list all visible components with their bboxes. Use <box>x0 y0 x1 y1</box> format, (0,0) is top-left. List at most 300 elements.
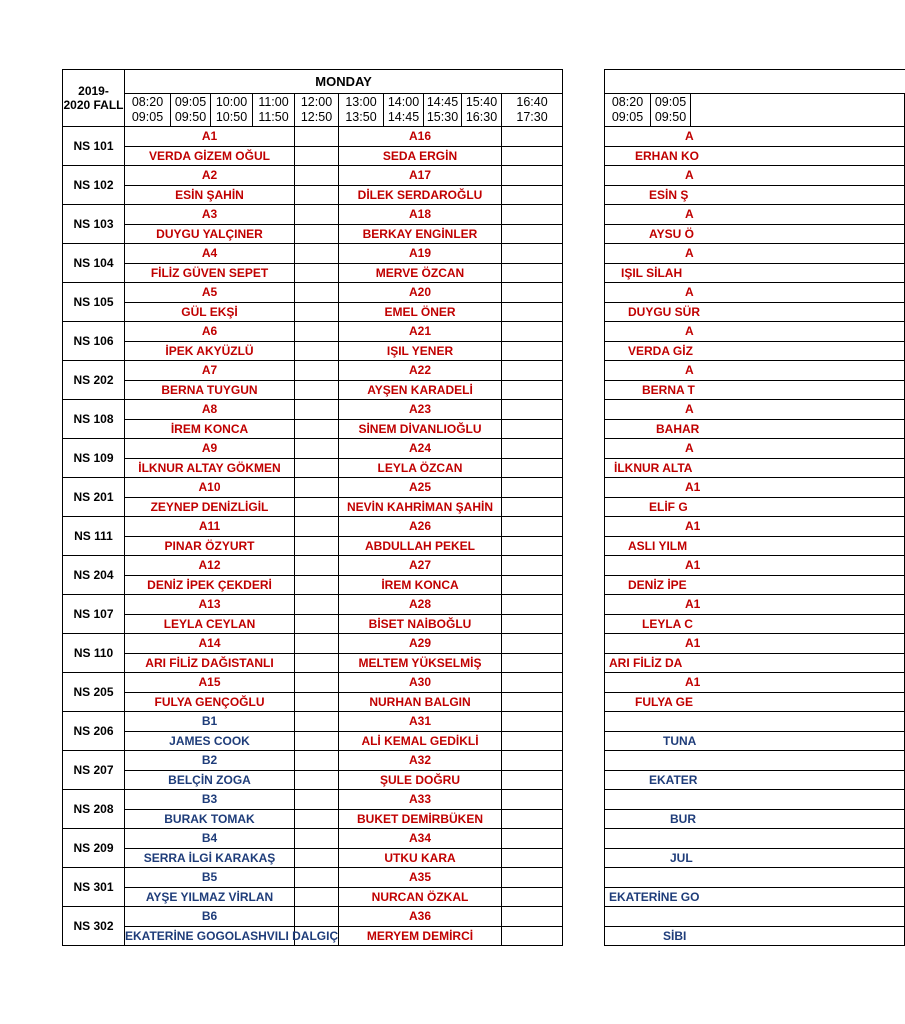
time-slot <box>462 94 502 127</box>
table-row <box>605 790 905 810</box>
empty-cell <box>502 439 563 459</box>
instructor-name: BİSET NAİBOĞLU <box>339 614 502 634</box>
table-row <box>605 341 905 361</box>
empty-cell <box>502 263 563 283</box>
instructor-name: LEYLA C <box>605 614 905 634</box>
table-row <box>63 458 563 478</box>
slot-end: 15:30 <box>426 110 459 124</box>
instructor-name: LEYLA CEYLAN <box>125 614 295 634</box>
table-row <box>63 907 563 927</box>
section-code: A1 <box>125 127 295 147</box>
instructor-name: ŞULE DOĞRU <box>339 770 502 790</box>
section-code: A2 <box>125 166 295 186</box>
table-row <box>605 322 905 342</box>
empty-cell <box>295 887 339 907</box>
empty-cell <box>502 887 563 907</box>
section-code: A6 <box>125 322 295 342</box>
instructor-name: BERKAY ENGİNLER <box>339 224 502 244</box>
empty-cell <box>295 790 339 810</box>
empty-cell <box>502 283 563 303</box>
room-label: NS 102 <box>63 166 125 205</box>
section-code: B5 <box>125 868 295 888</box>
empty-cell <box>502 575 563 595</box>
empty-cell <box>502 146 563 166</box>
day-header: MONDAY <box>125 70 563 94</box>
empty-cell <box>295 712 339 732</box>
instructor-name: GÜL EKŞİ <box>125 302 295 322</box>
table-row <box>63 322 563 342</box>
table-row <box>63 595 563 615</box>
slot-end: 12:50 <box>300 110 333 124</box>
section-code: A <box>605 166 905 186</box>
room-label: NS 111 <box>63 517 125 556</box>
empty-cell <box>502 634 563 654</box>
slot-start: 13:00 <box>345 95 377 109</box>
empty-cell <box>502 166 563 186</box>
empty-cell <box>502 419 563 439</box>
table-row <box>605 907 905 927</box>
empty-cell <box>502 205 563 225</box>
table-row <box>605 634 905 654</box>
room-label: NS 301 <box>63 868 125 907</box>
instructor-name: DUYGU YALÇINER <box>125 224 295 244</box>
slot-start: 14:45 <box>426 95 459 109</box>
section-code: B3 <box>125 790 295 810</box>
table-row <box>605 673 905 693</box>
table-row <box>63 127 563 147</box>
table-row <box>63 283 563 303</box>
empty-cell <box>502 848 563 868</box>
instructor-name: BERNA T <box>605 380 905 400</box>
slot-start: 08:20 <box>131 95 164 109</box>
time-slot <box>211 94 253 127</box>
table-row <box>605 614 905 634</box>
section-code: A <box>605 205 905 225</box>
empty-cell <box>295 536 339 556</box>
empty-cell <box>502 673 563 693</box>
table-row <box>63 770 563 790</box>
table-row <box>605 458 905 478</box>
time-slot <box>424 94 462 127</box>
empty-cell <box>295 848 339 868</box>
empty-cell <box>295 185 339 205</box>
slot-start: 09:05 <box>174 95 207 109</box>
instructor-name: FİLİZ GÜVEN SEPET <box>125 263 295 283</box>
table-row <box>605 809 905 829</box>
section-code: A1 <box>605 634 905 654</box>
time-slot <box>295 94 339 127</box>
empty-cell <box>502 809 563 829</box>
slot-end: 13:50 <box>345 110 377 124</box>
section-code: A <box>605 283 905 303</box>
table-row <box>605 224 905 244</box>
section-code: A20 <box>339 283 502 303</box>
instructor-name: ARI FİLİZ DA <box>605 653 905 673</box>
table-row <box>63 926 563 946</box>
section-code: A22 <box>339 361 502 381</box>
table-row <box>63 244 563 264</box>
instructor-name: NURHAN BALGIN <box>339 692 502 712</box>
schedule-table <box>62 69 563 946</box>
table-row <box>605 517 905 537</box>
empty-cell <box>502 731 563 751</box>
section-code: A14 <box>125 634 295 654</box>
table-row <box>63 536 563 556</box>
section-code: B6 <box>125 907 295 927</box>
table-row <box>63 653 563 673</box>
table-row <box>63 556 563 576</box>
section-code: A31 <box>339 712 502 732</box>
section-code: A17 <box>339 166 502 186</box>
empty-cell <box>502 770 563 790</box>
instructor-name: NURCAN ÖZKAL <box>339 887 502 907</box>
table-row <box>605 829 905 849</box>
slot-start: 14:00 <box>387 95 420 109</box>
room-label: NS 302 <box>63 907 125 946</box>
instructor-name: EMEL ÖNER <box>339 302 502 322</box>
table-row <box>605 692 905 712</box>
room-label: NS 108 <box>63 400 125 439</box>
empty-cell <box>295 127 339 147</box>
instructor-name: BELÇİN ZOGA <box>125 770 295 790</box>
empty-cell <box>502 614 563 634</box>
instructor-name: İREM KONCA <box>125 419 295 439</box>
instructor-name: BERNA TUYGUN <box>125 380 295 400</box>
empty-cell <box>295 146 339 166</box>
instructor-name: İREM KONCA <box>339 575 502 595</box>
empty-cell <box>295 400 339 420</box>
table-row <box>605 575 905 595</box>
section-code: A4 <box>125 244 295 264</box>
instructor-name: FULYA GE <box>605 692 905 712</box>
table-row <box>63 185 563 205</box>
table-row <box>605 556 905 576</box>
section-code <box>605 751 905 771</box>
empty-cell <box>502 790 563 810</box>
slot-start: 16:40 <box>516 95 548 109</box>
slot-start: 15:40 <box>465 95 498 109</box>
section-code: A <box>605 400 905 420</box>
slot-end: 11:50 <box>258 110 289 124</box>
instructor-name: ESİN Ş <box>605 185 905 205</box>
instructor-name: İLKNUR ALTA <box>605 458 905 478</box>
table-row <box>605 712 905 732</box>
empty-cell <box>295 673 339 693</box>
table-row <box>63 497 563 517</box>
instructor-name: JUL <box>605 848 905 868</box>
table-row <box>605 302 905 322</box>
slot-end: 09:50 <box>174 110 207 124</box>
empty-cell <box>502 478 563 498</box>
table-row <box>605 166 905 186</box>
slot-end: 17:30 <box>516 110 548 124</box>
empty-cell <box>295 829 339 849</box>
table-row <box>605 770 905 790</box>
section-code: A21 <box>339 322 502 342</box>
section-code: A8 <box>125 400 295 420</box>
instructor-name: IŞIL SİLAH <box>605 263 905 283</box>
section-code: A32 <box>339 751 502 771</box>
section-code: B4 <box>125 829 295 849</box>
section-code: A27 <box>339 556 502 576</box>
room-label: NS 103 <box>63 205 125 244</box>
room-label: NS 209 <box>63 829 125 868</box>
room-label: NS 104 <box>63 244 125 283</box>
instructor-name: DENİZ İPEK ÇEKDERİ <box>125 575 295 595</box>
instructor-name: DENİZ İPE <box>605 575 905 595</box>
instructor-name: SERRA İLGİ KARAKAŞ <box>125 848 295 868</box>
empty-cell <box>295 166 339 186</box>
time-slot <box>339 94 384 127</box>
empty-cell <box>502 536 563 556</box>
time-slot <box>171 94 211 127</box>
table-row <box>605 595 905 615</box>
instructor-name: SİBI <box>605 926 905 946</box>
table-row <box>605 848 905 868</box>
section-code: B1 <box>125 712 295 732</box>
instructor-name: ALİ KEMAL GEDİKLİ <box>339 731 502 751</box>
empty-cell <box>295 731 339 751</box>
section-code: B2 <box>125 751 295 771</box>
empty-cell <box>295 419 339 439</box>
instructor-name: SEDA ERGİN <box>339 146 502 166</box>
empty-cell <box>295 653 339 673</box>
section-code: A24 <box>339 439 502 459</box>
instructor-name: PINAR ÖZYURT <box>125 536 295 556</box>
section-code: A1 <box>605 556 905 576</box>
section-code: A1 <box>605 517 905 537</box>
section-code: A35 <box>339 868 502 888</box>
table-row <box>605 244 905 264</box>
room-label: NS 202 <box>63 361 125 400</box>
table-row <box>63 419 563 439</box>
table-row <box>63 224 563 244</box>
empty-cell <box>295 361 339 381</box>
instructor-name: AYŞE YILMAZ VİRLAN <box>125 887 295 907</box>
empty-cell <box>502 556 563 576</box>
instructor-name: NEVİN KAHRİMAN ŞAHİN <box>339 497 502 517</box>
section-code: A19 <box>339 244 502 264</box>
instructor-name: ELİF G <box>605 497 905 517</box>
table-row <box>63 790 563 810</box>
instructor-name: BURAK TOMAK <box>125 809 295 829</box>
section-code: A7 <box>125 361 295 381</box>
table-row <box>63 614 563 634</box>
time-slot <box>384 94 424 127</box>
section-code <box>605 907 905 927</box>
instructor-name: ASLI YILM <box>605 536 905 556</box>
time-slot <box>253 94 295 127</box>
slot-start: 08:20 <box>611 95 644 109</box>
room-label: NS 107 <box>63 595 125 634</box>
room-label: NS 206 <box>63 712 125 751</box>
instructor-name: DUYGU SÜR <box>605 302 905 322</box>
section-code: A10 <box>125 478 295 498</box>
table-row <box>605 653 905 673</box>
section-code: A1 <box>605 595 905 615</box>
empty-cell <box>502 185 563 205</box>
section-code: A <box>605 244 905 264</box>
section-code: A28 <box>339 595 502 615</box>
table-row <box>63 712 563 732</box>
instructor-name: SİNEM DİVANLIOĞLU <box>339 419 502 439</box>
empty-cell <box>502 458 563 478</box>
table-row <box>605 185 905 205</box>
term-line1: 2019- <box>78 84 109 98</box>
empty-cell <box>295 575 339 595</box>
empty-cell <box>502 302 563 322</box>
room-label: NS 201 <box>63 478 125 517</box>
instructor-name: EKATER <box>605 770 905 790</box>
slot-end: 10:50 <box>215 110 248 124</box>
term-label <box>63 70 125 127</box>
table-row <box>605 439 905 459</box>
table-row <box>63 400 563 420</box>
time-slot <box>691 94 905 127</box>
table-row <box>63 751 563 771</box>
table-row <box>605 731 905 751</box>
section-code: A15 <box>125 673 295 693</box>
empty-cell <box>295 458 339 478</box>
next-day-header <box>605 70 905 94</box>
instructor-name: FULYA GENÇOĞLU <box>125 692 295 712</box>
empty-cell <box>295 556 339 576</box>
time-slot <box>651 94 691 127</box>
table-row <box>605 361 905 381</box>
instructor-name: İLKNUR ALTAY GÖKMEN <box>125 458 295 478</box>
empty-cell <box>502 361 563 381</box>
empty-cell <box>295 751 339 771</box>
empty-cell <box>295 770 339 790</box>
table-row <box>605 205 905 225</box>
section-code: A1 <box>605 478 905 498</box>
empty-cell <box>502 322 563 342</box>
empty-cell <box>295 809 339 829</box>
next-day-table-clipped <box>604 69 768 969</box>
instructor-name: BAHAR <box>605 419 905 439</box>
empty-cell <box>295 634 339 654</box>
room-label: NS 109 <box>63 439 125 478</box>
room-label: NS 207 <box>63 751 125 790</box>
section-code: A18 <box>339 205 502 225</box>
instructor-name: LEYLA ÖZCAN <box>339 458 502 478</box>
instructor-name: MERVE ÖZCAN <box>339 263 502 283</box>
section-code: A <box>605 322 905 342</box>
empty-cell <box>295 439 339 459</box>
table-row <box>63 809 563 829</box>
instructor-name: ESİN ŞAHİN <box>125 185 295 205</box>
section-code: A26 <box>339 517 502 537</box>
table-row <box>63 361 563 381</box>
empty-cell <box>502 653 563 673</box>
room-label: NS 106 <box>63 322 125 361</box>
table-row <box>63 166 563 186</box>
instructor-name: UTKU KARA <box>339 848 502 868</box>
section-code: A36 <box>339 907 502 927</box>
empty-cell <box>295 341 339 361</box>
empty-cell <box>502 829 563 849</box>
empty-cell <box>502 341 563 361</box>
empty-cell <box>502 712 563 732</box>
table-row <box>63 517 563 537</box>
slot-end: 09:05 <box>131 110 164 124</box>
table-row <box>63 263 563 283</box>
section-code: A34 <box>339 829 502 849</box>
instructor-name: İPEK AKYÜZLÜ <box>125 341 295 361</box>
empty-cell <box>502 400 563 420</box>
table-row <box>63 673 563 693</box>
table-row <box>63 731 563 751</box>
section-code: A3 <box>125 205 295 225</box>
table-row <box>63 439 563 459</box>
instructor-name: MELTEM YÜKSELMİŞ <box>339 653 502 673</box>
empty-cell <box>502 907 563 927</box>
slot-end: 09:50 <box>654 110 687 124</box>
table-row <box>63 887 563 907</box>
empty-cell <box>502 380 563 400</box>
table-row <box>63 634 563 654</box>
table-row <box>63 848 563 868</box>
section-code: A16 <box>339 127 502 147</box>
table-row <box>605 419 905 439</box>
table-row <box>605 127 905 147</box>
empty-cell <box>502 224 563 244</box>
instructor-name: BUR <box>605 809 905 829</box>
instructor-name: ABDULLAH PEKEL <box>339 536 502 556</box>
room-label: NS 110 <box>63 634 125 673</box>
table-row <box>63 478 563 498</box>
instructor-name: VERDA GİZEM OĞUL <box>125 146 295 166</box>
empty-cell <box>502 244 563 264</box>
instructor-name: AYSU Ö <box>605 224 905 244</box>
empty-cell <box>295 595 339 615</box>
time-slot <box>125 94 171 127</box>
instructor-name: MERYEM DEMİRCİ <box>339 926 502 946</box>
empty-cell <box>295 614 339 634</box>
instructor-name: ARI FİLİZ DAĞISTANLI <box>125 653 295 673</box>
empty-cell <box>295 205 339 225</box>
instructor-name: JAMES COOK <box>125 731 295 751</box>
section-code: A30 <box>339 673 502 693</box>
section-code: A13 <box>125 595 295 615</box>
empty-cell <box>502 926 563 946</box>
table-row <box>63 146 563 166</box>
empty-cell <box>502 751 563 771</box>
empty-cell <box>295 907 339 927</box>
instructor-name: BUKET DEMİRBÜKEN <box>339 809 502 829</box>
empty-cell <box>502 517 563 537</box>
table-row <box>605 887 905 907</box>
empty-cell <box>295 224 339 244</box>
empty-cell <box>502 692 563 712</box>
table-row <box>63 829 563 849</box>
table-row <box>605 283 905 303</box>
table-row <box>63 341 563 361</box>
slot-start: 11:00 <box>258 95 289 109</box>
table-row <box>63 302 563 322</box>
empty-cell <box>502 497 563 517</box>
room-label: NS 208 <box>63 790 125 829</box>
empty-cell <box>295 517 339 537</box>
empty-cell <box>295 692 339 712</box>
slot-end: 14:45 <box>387 110 420 124</box>
empty-cell <box>295 322 339 342</box>
section-code: A <box>605 439 905 459</box>
empty-cell <box>502 127 563 147</box>
room-label: NS 105 <box>63 283 125 322</box>
term-line2: 2020 FALL <box>63 98 124 112</box>
slot-start: 12:00 <box>300 95 333 109</box>
